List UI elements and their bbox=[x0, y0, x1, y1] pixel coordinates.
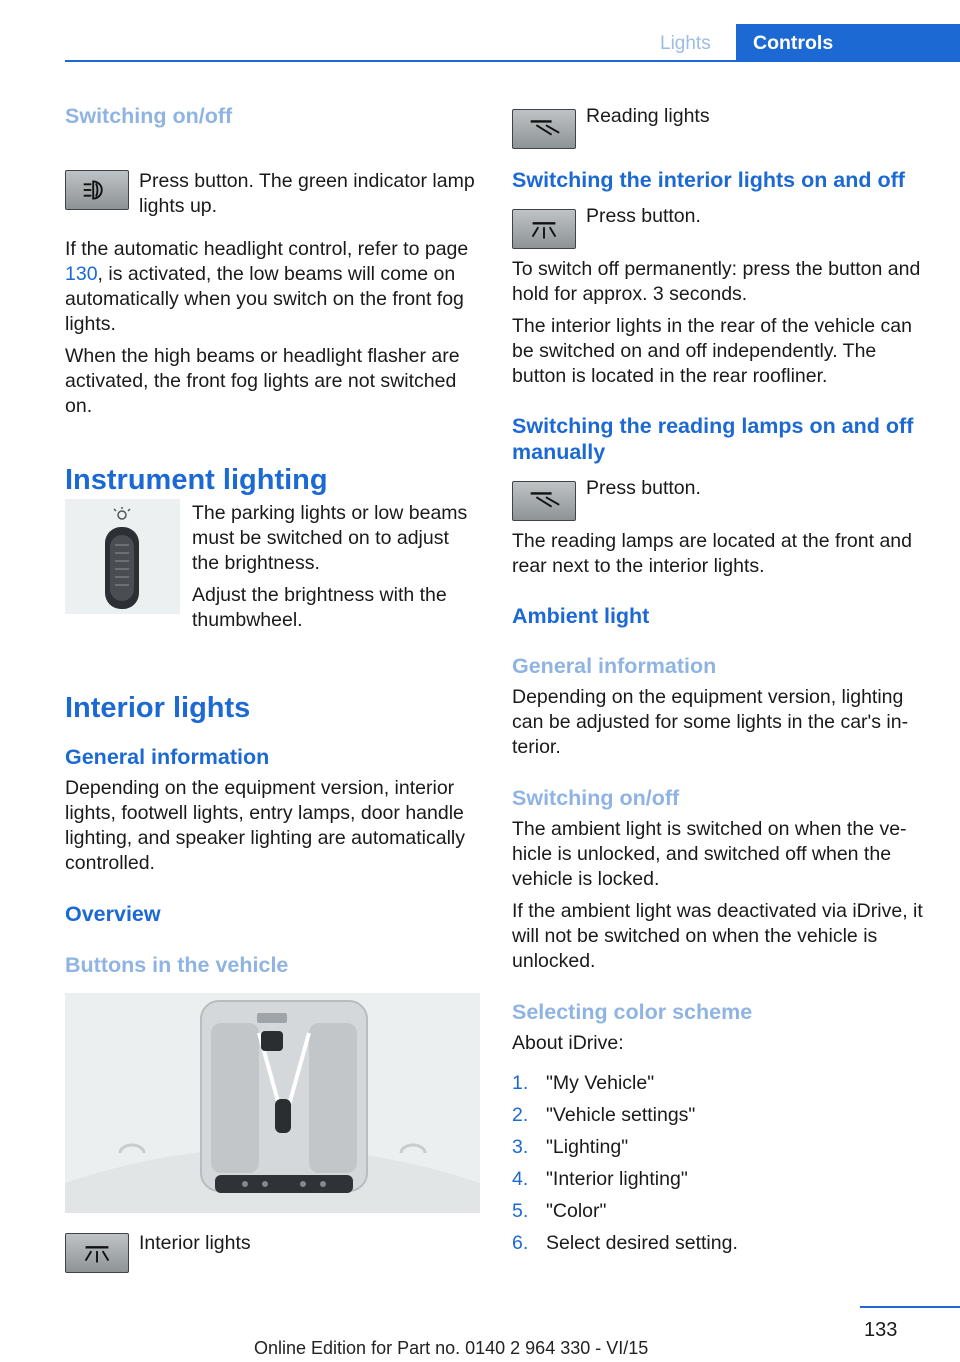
press-button-text-2: Press button. bbox=[586, 477, 701, 499]
ambient-general-heading: General information bbox=[512, 654, 717, 678]
ambient-light-heading: Ambient light bbox=[512, 604, 650, 628]
ambient-general-paragraph: Depending on the equipment version, lighting can be adjusted for some lights in the car's in-terior. bbox=[512, 686, 909, 758]
about-idrive-text: About iDrive: bbox=[512, 1032, 624, 1054]
step-text: "My Vehicle" bbox=[546, 1072, 655, 1094]
list-item bbox=[512, 1103, 927, 1128]
list-item bbox=[512, 1231, 927, 1256]
reading-button-block bbox=[512, 475, 927, 522]
list-item bbox=[512, 1167, 927, 1192]
reading-lamps-paragraph: The reading lamps are located at the front and rear next to the interior lights. bbox=[512, 530, 912, 577]
press-button-text: Press button. The green indicator lamp lights up. bbox=[139, 170, 475, 217]
step-text: Select desired setting. bbox=[546, 1232, 738, 1254]
switching-heading: Switching on/off bbox=[65, 104, 233, 128]
ambient-switch-paragraph-2: If the ambient light was deactivated via iDrive, it will not be switched on when the vehicle is unlocked. bbox=[512, 900, 923, 972]
general-info-paragraph: Depending on the equipment version, interior lights, footwell lights, entry lamps, door handle lighting, and speaker lighting are automatically controlled. bbox=[65, 777, 465, 874]
step-text: "Lighting" bbox=[546, 1136, 629, 1158]
interior-light-icon bbox=[512, 209, 576, 249]
page-number: 133 bbox=[864, 1319, 898, 1341]
rear-lights-paragraph: The interior lights in the rear of the vehicle can be switched on and off independently. The button is located in the rear roofliner. bbox=[512, 315, 912, 387]
auto-headlight-paragraph bbox=[65, 237, 480, 337]
ambient-switch-paragraph-1: The ambient light is switched on when the ve-hicle is unlocked, and switched off when the vehicle is locked. bbox=[512, 818, 907, 890]
step-number: 5. bbox=[512, 1200, 529, 1222]
right-column bbox=[512, 103, 927, 1263]
list-item bbox=[512, 1071, 927, 1096]
press-button-text-1: Press button. bbox=[586, 205, 701, 227]
step-number: 2. bbox=[512, 1104, 529, 1126]
high-beams-paragraph: When the high beams or headlight flasher are activated, the front fog lights are not switched on. bbox=[65, 345, 460, 417]
footer-edition: Online Edition for Part no. 0140 2 964 330 - VI/15 bbox=[254, 1338, 649, 1358]
instrument-para-1: The parking lights or low beams must be switched on to adjust the brightness. bbox=[192, 502, 468, 574]
list-item bbox=[512, 1199, 927, 1224]
overview-heading: Overview bbox=[65, 902, 161, 926]
auto-para-after: , is activated, the low beams will come on automatically when you switch on the front fog lights. bbox=[65, 263, 464, 335]
switch-interior-heading: Switching the interior lights on and off bbox=[512, 168, 905, 192]
step-text: "Vehicle settings" bbox=[546, 1104, 696, 1126]
step-number: 4. bbox=[512, 1168, 529, 1190]
reading-light-icon bbox=[512, 109, 576, 149]
left-column bbox=[65, 103, 480, 1275]
list-item bbox=[512, 1135, 927, 1160]
dimmer-icon bbox=[65, 499, 180, 614]
instrument-block bbox=[65, 498, 480, 633]
interior-light-icon bbox=[65, 1233, 129, 1273]
fog-light-block bbox=[65, 142, 480, 219]
reading-lamps-heading: Switching the reading lamps on and off manually bbox=[512, 414, 914, 464]
color-scheme-heading: Selecting color scheme bbox=[512, 1000, 753, 1024]
step-number: 6. bbox=[512, 1232, 529, 1254]
ambient-switch-heading: Switching on/off bbox=[512, 786, 680, 810]
page-link-130[interactable]: 130 bbox=[65, 263, 98, 285]
roof-console-image bbox=[65, 993, 480, 1213]
instrument-lighting-heading: Instrument lighting bbox=[65, 464, 328, 496]
header-section-title: Lights bbox=[660, 33, 711, 54]
interior-lights-caption: Interior lights bbox=[139, 1232, 251, 1254]
interior-lights-heading: Interior lights bbox=[65, 692, 251, 724]
step-number: 1. bbox=[512, 1072, 529, 1094]
footer-rule bbox=[860, 1306, 960, 1308]
auto-para-before: If the automatic headlight control, refer to page bbox=[65, 238, 469, 260]
buttons-heading: Buttons in the vehicle bbox=[65, 953, 289, 977]
interior-lights-caption-block bbox=[65, 1231, 480, 1275]
fog-light-icon bbox=[65, 170, 129, 210]
reading-light-icon bbox=[512, 481, 576, 521]
instrument-para-2: Adjust the brightness with the thumbwheel. bbox=[192, 584, 447, 631]
reading-lights-caption-block bbox=[512, 103, 927, 150]
step-text: "Color" bbox=[546, 1200, 607, 1222]
reading-lights-caption: Reading lights bbox=[586, 105, 710, 127]
step-number: 3. bbox=[512, 1136, 529, 1158]
step-text: "Interior lighting" bbox=[546, 1168, 688, 1190]
header-chapter-tab: Controls bbox=[736, 24, 960, 62]
general-info-heading: General information bbox=[65, 745, 270, 769]
switch-off-paragraph: To switch off permanently: press the button and hold for approx. 3 seconds. bbox=[512, 258, 921, 305]
interior-button-block bbox=[512, 203, 927, 250]
idrive-steps-list bbox=[512, 1071, 927, 1256]
